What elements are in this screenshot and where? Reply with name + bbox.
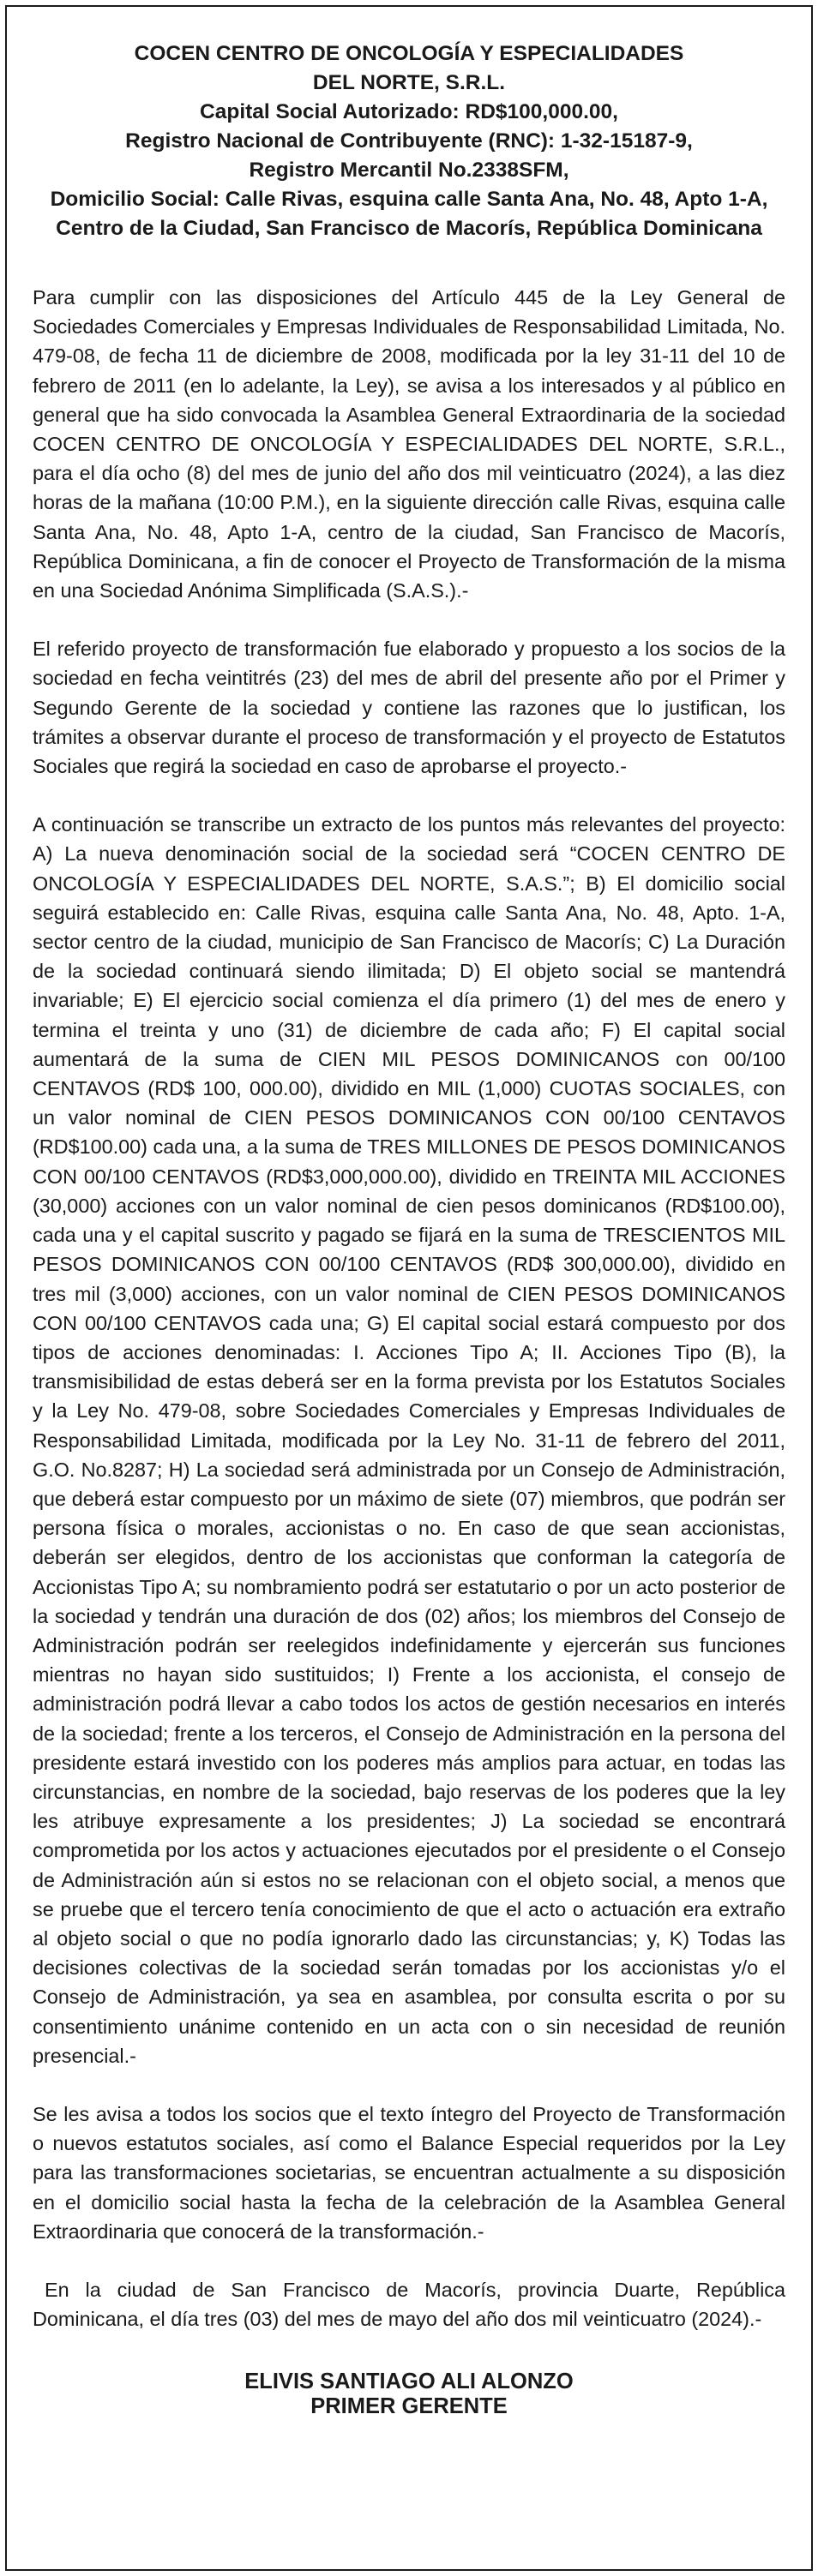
- legal-notice: [33, 39, 785, 2419]
- signatory-title: PRIMER GERENTE: [310, 2394, 508, 2419]
- project-paragraph: El referido proyecto de transformación fue elaborado y propuesto a los socios de la sociedad en fecha veintitrés (23) del mes de abril del presente año por el Primer y Segundo Gerente de la sociedad y contiene las razones que lo justifican, los trámites a observar durante el proceso de transformación y el proyecto de Estatutos Sociales que regirá la sociedad en caso de aprobarse el proyecto.-: [33, 638, 785, 778]
- rnc-number: Registro Nacional de Contribuyente (RNC): 1-32-15187-9,: [125, 129, 693, 153]
- convocation-paragraph: Para cumplir con las disposiciones del Artículo 445 de la Ley General de Sociedades Comerciales y Empresas Individuales de Responsabilidad Limitada, No. 479-08, de fecha 11 de diciembre de 2008, modificada por la ley 31-11 del 10 de febrero de 2011 (en lo adelante, la Ley), se avisa a los interesados y al público en general que ha sido convocada la Asamblea General Extraordinaria de la sociedad COCEN CENTRO DE ONCOLOGÍA Y ESPECIALIDADES DEL NORTE, S.R.L., para el día ocho (8) del mes de junio del año dos mil veinticuatro (2024), a las diez horas de la mañana (10:00 P.M.), en la siguiente dirección calle Rivas, esquina calle Santa Ana, No. 48, Apto 1-A, centro de la ciudad, San Francisco de Macorís, República Dominicana, a fin de conocer el Proyecto de Transformación de la misma en una Sociedad Anónima Simplificada (S.A.S.).-: [33, 286, 785, 602]
- company-name-line-2: DEL NORTE, S.R.L.: [312, 71, 506, 94]
- availability-paragraph: Se les avisa a todos los socios que el texto íntegro del Proyecto de Transformación o nuevos estatutos sociales, así como el Balance Especial requeridos por la Ley para las transformaciones societarias, se encuentran actualmente a su disposición en el domicilio social hasta la fecha de la celebración de la Asamblea General Extraordinaria que conocerá de la transformación.-: [33, 2102, 785, 2243]
- signature-block: [33, 2369, 785, 2419]
- closing-paragraph: En la ciudad de San Francisco de Macorís, provincia Duarte, República Dominicana, el día tres (03) del mes de mayo del año dos mil veinticuatro (2024).-: [33, 2279, 785, 2331]
- signatory-name: ELIVIS SANTIAGO ALI ALONZO: [244, 2369, 574, 2394]
- social-domicile-line-2: Centro de la Ciudad, San Francisco de Macorís, República Dominicana: [56, 217, 762, 240]
- notice-header: [33, 39, 785, 243]
- authorized-capital: Capital Social Autorizado: RD$100,000.00,: [200, 100, 618, 123]
- mercantile-registry: Registro Mercantil No.2338SFM,: [249, 159, 569, 182]
- social-domicile-line-1: Domicilio Social: Calle Rivas, esquina calle Santa Ana, No. 48, Apto 1-A,: [50, 188, 768, 211]
- extract-paragraph: A continuación se transcribe un extracto de los puntos más relevantes del proyecto: A) La nueva denominación social de la sociedad será “COCEN CENTRO DE ONCOLOGÍA Y ESPECIALIDADES DEL NORTE, S.A.S.”; B) El domicilio social seguirá establecido en: Calle Rivas, esquina calle Santa Ana, No. 48, Apto. 1-A, sector centro de la ciudad, municipio de San Francisco de Macorís; C) La Duración de la sociedad continuará siendo ilimitada; D) El objeto social se mantendrá invariable; E) El ejercicio social comienza el día primero (1) del mes de enero y termina el treinta y uno (31) de diciembre de cada año; F) El capital social aumentará de la suma de CIEN MIL PESOS DOMINICANOS con 00/100 CENTAVOS (RD$ 100, 000.00), dividido en MIL (1,000) CUOTAS SOCIALES, con un valor nominal de CIEN PESOS DOMINICANOS CON 00/100 CENTAVOS (RD$100.00) cada una, a la suma de TRES MILLONES DE PESOS DOMINICANOS CON 00/100 CENTAVOS (RD$3,000,000.00), dividido en TREINTA MIL ACCIONES (30,000) acciones con un valor nominal de cien pesos dominicanos (RD$100.00), cada una y el capital suscrito y pagado se fijará en la suma de TRESCIENTOS MIL PESOS DOMINICANOS CON 00/100 CENTAVOS (RD$ 300,000.00), dividido en tres mil (3,000) acciones, con un valor nominal de CIEN PESOS DOMINICANOS CON 00/100 CENTAVOS cada una; G) El capital social estará compuesto por dos tipos de acciones denominadas: I. Acciones Tipo A; II. Acciones Tipo (B), la transmisibilidad de estas deberá ser en la forma prevista por los Estatutos Sociales y la Ley No. 479-08, sobre Sociedades Comerciales y Empresas Individuales de Responsabilidad Limitada, modificada por la Ley No. 31-11 de febrero del 2011, G.O. No.8287; H) La sociedad será administrada por un Consejo de Administración, que deberá estar compuesto por un máximo de siete (07) miembros, que podrán ser persona física o morales, accionistas o no. En caso de que sean accionistas, deberán ser elegidos, dentro de los accionistas que conforman la categoría de Accionistas Tipo A; su nombramiento podrá ser estatutario o por un acto posterior de la sociedad y tendrán una duración de dos (02) años; los miembros del Consejo de Administración podrán ser reelegidos indefinidamente y ejercerán sus funciones mientras no hayan sido sustituidos; I) Frente a los accionista, el consejo de administración podrá llevar a cabo todos los actos de gestión necesarios en interés de la sociedad; frente a los terceros, el Consejo de Administración en la persona del presidente estará investido con los poderes más amplios para actuar, en todas las circunstancias, en nombre de la sociedad, bajo reservas de los poderes que la ley les atribuye expresamente a los presidentes; J) La sociedad se encontrará comprometida por los actos y actuaciones ejecutados por el presidente o el Consejo de Administración aún si estos no se relacionan con el objeto social, a menos que se pruebe que el tercero tenía conocimiento de que el acto o actuación era extraño al objeto social o que no podía ignorarlo dado las circunstancias; y, K) Todas las decisiones colectivas de la sociedad serán tomadas por los accionistas y/o el Consejo de Administración, ya sea en asamblea, por consulta escrita o por su consentimiento unánime contenido en un acta con o sin necesidad de reunión presencial.-: [33, 813, 785, 2067]
- company-name-line-1: COCEN CENTRO DE ONCOLOGÍA Y ESPECIALIDADES: [134, 42, 684, 65]
